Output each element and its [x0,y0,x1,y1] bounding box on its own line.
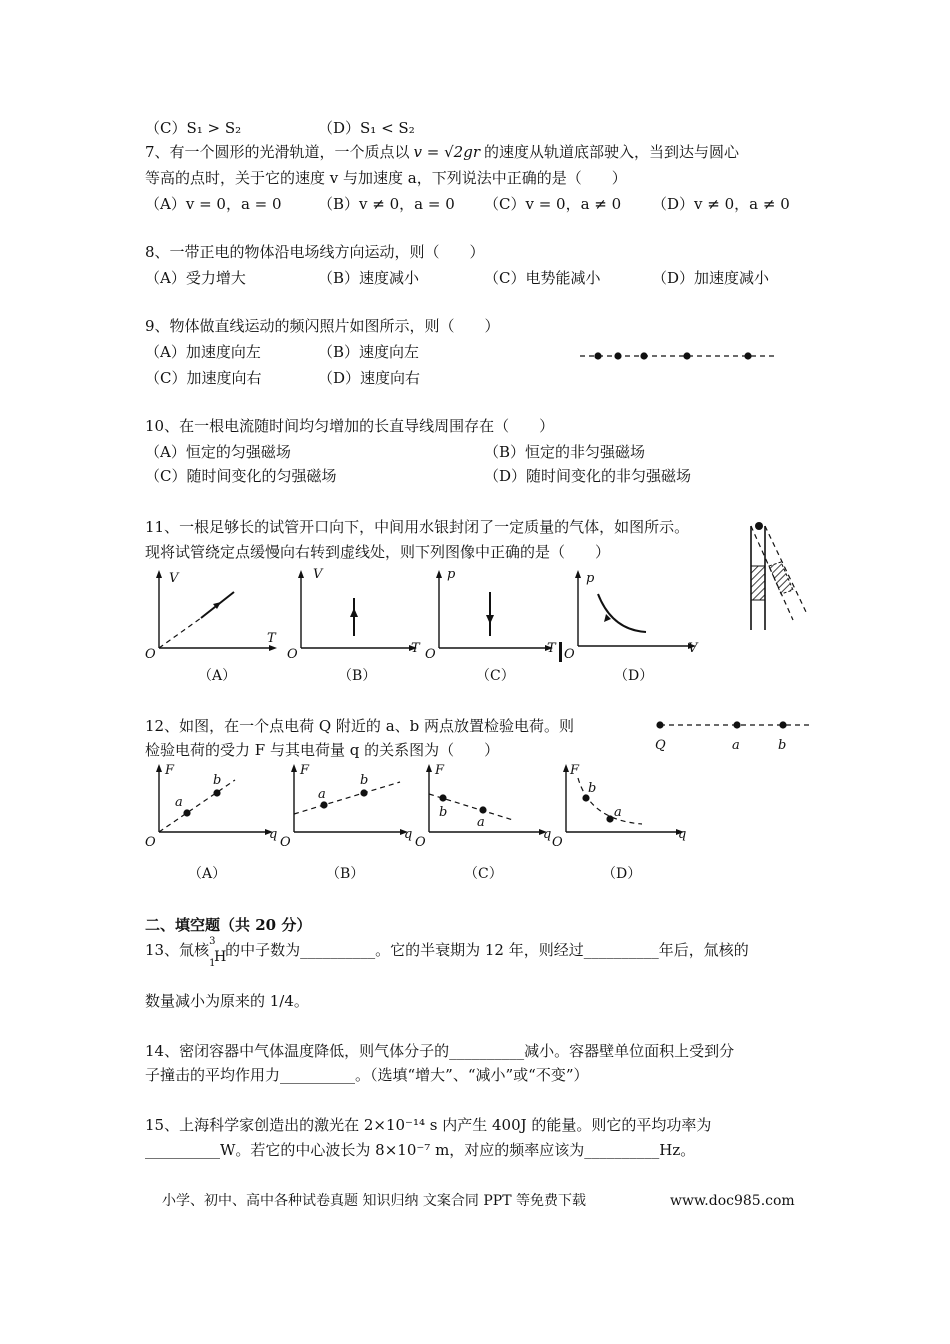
footer-text: 小学、初中、高中各种试卷真题 知识归纳 文案合同 PPT 等免费下载 [162,1193,586,1209]
svg-text:O: O [145,835,156,850]
q12-stem-line1: 12、如图，在一个点电荷 Q 附近的 a、b 两点放置检验电荷。则 [145,717,575,735]
q12-caption-b: （B） [326,866,365,882]
q12-graph-a [145,762,280,854]
svg-text:O: O [415,835,426,850]
q11-caption-d: （D） [614,668,654,684]
svg-text:F: F [570,763,580,778]
strobe-dot [640,352,647,359]
svg-text:T: T [411,641,420,656]
q12-caption-c: （C） [464,866,503,882]
q10-stem: 10、在一根电流随时间均匀增加的长直导线周围存在（ ） [145,417,555,435]
svg-text:F: F [165,763,175,778]
q12-graph-c [415,762,555,854]
svg-text:F: F [300,763,310,778]
svg-text:p: p [586,571,595,586]
svg-text:V: V [313,567,323,582]
q15-line2: __________W。若它的中心波长为 8×10⁻⁷ m，对应的频率应该为__________Hz。 [145,1141,696,1159]
q10-option-a: （A）恒定的匀强磁场 [145,443,291,461]
q8-option-a: （A）受力增大 [145,269,246,287]
q7-formula: v = √2gr [413,143,480,161]
q8-option-d: （D）加速度减小 [652,269,770,287]
q14-line1: 14、密闭容器中气体温度降低，则气体分子的__________减小。容器壁单位面积上受到分 [145,1042,735,1060]
q13-line2: 数量减小为原来的 1/4。 [145,992,309,1010]
svg-text:b: b [588,781,597,796]
q11-graph-d [562,566,702,666]
q11-graph-c [425,566,560,666]
svg-text:b: b [360,773,369,788]
q7-stem-line2: 等高的点时，关于它的速度 v 与加速度 a，下列说法中正确的是（ ） [145,169,627,187]
q6-option-d: （D）S₁ < S₂ [318,119,415,137]
q12-caption-d: （D） [602,866,642,882]
q7-stem-line1: 7、有一个圆形的光滑轨道，一个质点以 v = √2gr 的速度从轨道底部驶入，当到达与圆心 [145,143,740,161]
q9-option-a: （A）加速度向左 [145,343,261,361]
svg-text:a: a [614,805,622,820]
charge-Q-dot [656,721,663,728]
svg-text:V: V [688,641,698,656]
q11-graph-b [285,566,420,666]
q12-charge-line-figure [652,716,817,756]
q9-option-d: （D）速度向右 [318,369,421,387]
svg-text:a: a [477,815,485,830]
svg-text:p: p [447,567,456,582]
svg-text:T: T [547,641,556,656]
q9-option-b: （B）速度向左 [318,343,420,361]
q7-option-d: （D）v ≠ 0，a ≠ 0 [652,195,790,213]
q12-graph-d [550,762,695,854]
svg-text:b: b [778,738,787,753]
svg-text:T: T [267,631,276,646]
point-a-dot [733,721,740,728]
q11-stem-line2: 现将试管绕定点缓慢向右转到虚线处，则下列图像中正确的是（ ） [145,543,611,561]
q11-caption-c: （C） [476,668,515,684]
tritium-symbol: 3 1 H [209,936,227,969]
svg-text:O: O [564,647,575,662]
strobe-dot [683,352,690,359]
q8-option-b: （B）速度减小 [318,269,420,287]
strobe-dot [594,352,601,359]
svg-text:O: O [287,647,298,662]
q9-option-c: （C）加速度向右 [145,369,262,387]
svg-text:a: a [732,738,740,753]
svg-text:b: b [439,805,448,820]
q11-caption-b: （B） [338,668,377,684]
svg-text:q: q [678,827,687,842]
q6-option-c: （C）S₁ > S₂ [145,119,242,137]
svg-text:q: q [404,827,413,842]
footer-url[interactable]: www.doc985.com [670,1193,795,1209]
q8-option-c: （C）电势能减小 [484,269,601,287]
q7-option-a: （A）v = 0，a = 0 [145,195,282,213]
q11-stem-line1: 11、一根足够长的试管开口向下，中间用水银封闭了一定质量的气体，如图所示。 [145,518,690,536]
svg-text:O: O [425,647,436,662]
section-2-title: 二、填空题（共 20 分） [145,916,312,934]
q10-option-b: （B）恒定的非匀强磁场 [484,443,646,461]
q12-stem-line2: 检验电荷的受力 F 与其电荷量 q 的关系图为（ ） [145,741,500,759]
svg-text:q: q [269,827,278,842]
pivot-point [755,522,763,530]
q7-option-c: （C）v = 0，a ≠ 0 [484,195,622,213]
svg-text:O: O [145,647,156,662]
svg-text:q: q [543,827,552,842]
point-b-dot [779,721,786,728]
q13-line1: 13、氚核 3 1 H的中子数为__________。它的半衰期为 12 年，则经过__________年后，氚核的 [145,936,749,969]
svg-text:V: V [169,571,179,586]
svg-text:b: b [213,773,222,788]
q10-option-d: （D）随时间变化的非匀强磁场 [484,467,692,485]
q14-line2: 子撞击的平均作用力__________。（选填“增大”、“减小”或“不变”） [145,1066,589,1084]
strobe-dot [744,352,751,359]
q11-caption-a: （A） [198,668,237,684]
q9-stem: 9、物体做直线运动的频闪照片如图所示，则（ ） [145,317,500,335]
svg-text:O: O [280,835,291,850]
svg-text:F: F [435,763,445,778]
q7-option-b: （B）v ≠ 0，a = 0 [318,195,455,213]
svg-text:Q: Q [655,738,666,753]
q9-strobe-figure [580,348,780,364]
q11-graph-a [145,566,280,666]
q12-graph-b [280,762,415,854]
strobe-dot [614,352,621,359]
q11-test-tube-figure [735,518,815,633]
q8-stem: 8、一带正电的物体沿电场线方向运动，则（ ） [145,243,485,261]
q10-option-c: （C）随时间变化的匀强磁场 [145,467,337,485]
svg-text:a: a [175,795,183,810]
svg-text:a: a [318,787,326,802]
svg-text:O: O [552,835,563,850]
q12-caption-a: （A） [188,866,227,882]
q15-line1: 15、上海科学家创造出的激光在 2×10⁻¹⁴ s 内产生 400J 的能量。则它的平均功率为 [145,1116,712,1134]
